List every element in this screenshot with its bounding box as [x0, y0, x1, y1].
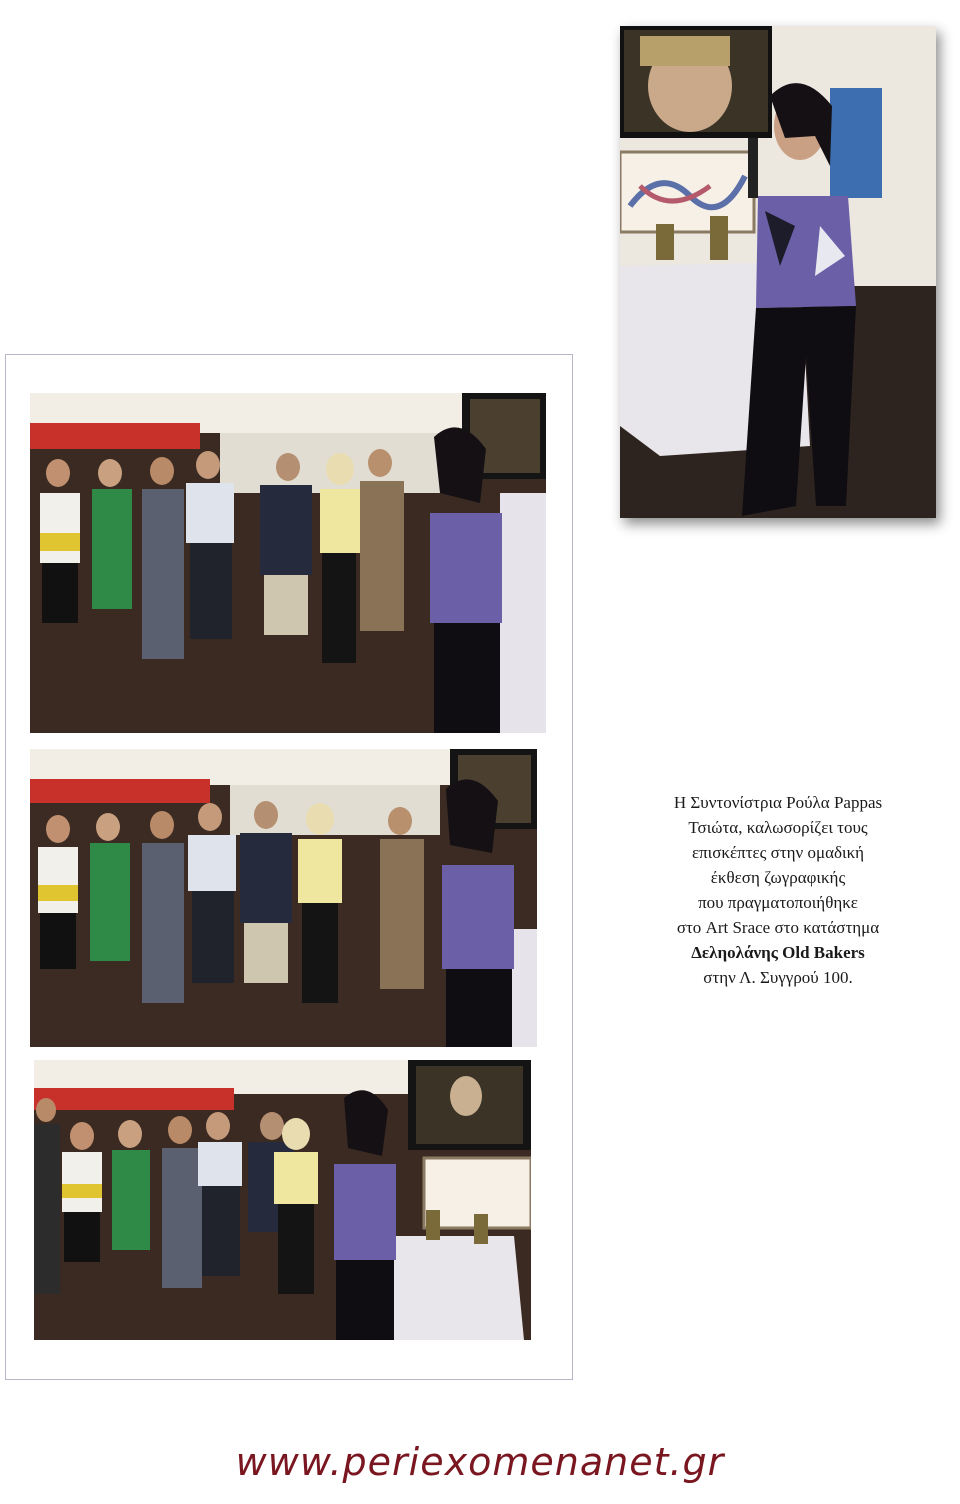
photo-crowd-1 — [30, 393, 546, 733]
footer-website-url[interactable]: www.periexomenanet.gr — [235, 1440, 725, 1484]
caption-line: επισκέπτες στην ομαδική — [691, 843, 865, 862]
caption-line: στο Art Srace στο κατάστημα — [676, 918, 880, 937]
photo-speaker-portrait — [620, 26, 936, 518]
photo-caption — [598, 790, 958, 990]
caption-line: Τσιώτα, καλωσορίζει τους — [688, 818, 868, 837]
caption-line: Η Συντονίστρια Ρούλα Pappas — [673, 793, 883, 812]
photo-crowd-3 — [34, 1060, 531, 1340]
caption-line-store-name: Δεληολάνης Old Bakers — [691, 943, 865, 962]
caption-line: που πραγματοποιήθηκε — [698, 893, 858, 912]
caption-line: έκθεση ζωγραφικής — [710, 868, 846, 887]
photo-crowd-2 — [30, 749, 537, 1047]
caption-line: στην Λ. Συγγρού 100. — [703, 968, 853, 987]
